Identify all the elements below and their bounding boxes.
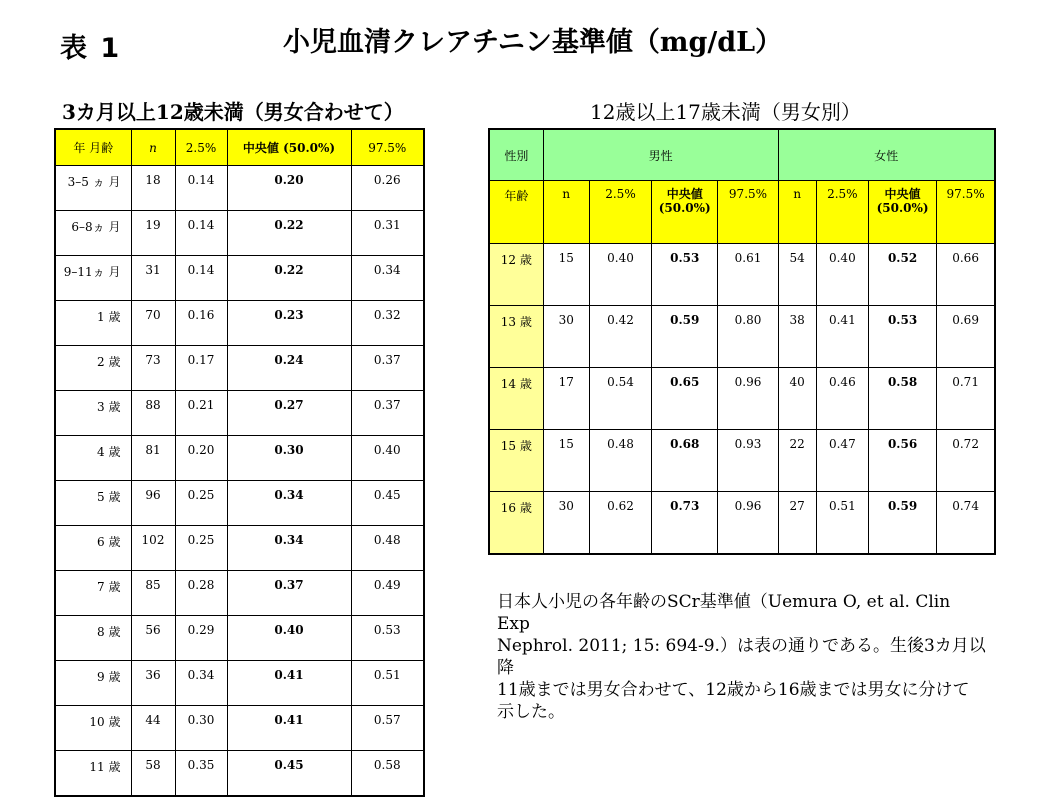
table-row <box>55 211 424 256</box>
male-p97-5-cell: 0.93 <box>718 430 778 492</box>
female-median-cell: 0.59 <box>868 492 936 555</box>
n-cell: 56 <box>131 616 175 661</box>
female-p97-5-cell: 0.66 <box>937 244 995 306</box>
n-cell: 18 <box>131 166 175 211</box>
table-row <box>55 436 424 481</box>
male-n-cell: 15 <box>543 244 589 306</box>
sex-header-row <box>489 129 995 181</box>
table-row <box>55 751 424 797</box>
col-header-age: 年 月齢 <box>55 129 131 166</box>
median-cell: 0.27 <box>227 391 351 436</box>
n-cell: 31 <box>131 256 175 301</box>
median-cell: 0.34 <box>227 481 351 526</box>
n-cell: 44 <box>131 706 175 751</box>
sex-specific-reference-table <box>488 128 996 555</box>
female-p97-5-cell: 0.71 <box>937 368 995 430</box>
age-cell: 6 歳 <box>55 526 131 571</box>
female-col-header-median <box>868 181 936 244</box>
male-median-cell: 0.68 <box>652 430 718 492</box>
female-median-cell: 0.53 <box>868 306 936 368</box>
female-n-cell: 54 <box>778 244 816 306</box>
p97-5-cell: 0.37 <box>351 346 424 391</box>
table-row <box>55 301 424 346</box>
p2-5-cell: 0.14 <box>175 166 227 211</box>
median-cell: 0.24 <box>227 346 351 391</box>
right-table-heading: 12歳以上17歳未満（男女別） <box>590 100 861 124</box>
p2-5-cell: 0.29 <box>175 616 227 661</box>
median-cell: 0.23 <box>227 301 351 346</box>
p97-5-cell: 0.31 <box>351 211 424 256</box>
n-cell: 73 <box>131 346 175 391</box>
combined-reference-table <box>54 128 425 797</box>
male-p2-5-cell: 0.48 <box>589 430 651 492</box>
median-percent-label: (50.0%) <box>658 201 711 215</box>
female-p97-5-cell: 0.72 <box>937 430 995 492</box>
female-p2-5-cell: 0.51 <box>816 492 868 555</box>
age-cell: 3–5 ヵ 月 <box>55 166 131 211</box>
p2-5-cell: 0.25 <box>175 481 227 526</box>
table-label: 表 1 <box>60 33 122 64</box>
n-cell: 102 <box>131 526 175 571</box>
median-label: 中央値 <box>666 187 703 201</box>
male-p2-5-cell: 0.40 <box>589 244 651 306</box>
male-n-cell: 30 <box>543 306 589 368</box>
male-n-cell: 30 <box>543 492 589 555</box>
median-cell: 0.22 <box>227 256 351 301</box>
table-row <box>489 244 995 306</box>
age-cell: 11 歳 <box>55 751 131 797</box>
table-row <box>489 430 995 492</box>
female-p2-5-cell: 0.47 <box>816 430 868 492</box>
age-cell: 1 歳 <box>55 301 131 346</box>
p97-5-cell: 0.37 <box>351 391 424 436</box>
female-median-cell: 0.56 <box>868 430 936 492</box>
p97-5-cell: 0.58 <box>351 751 424 797</box>
male-group-header: 男性 <box>543 129 778 181</box>
n-cell: 36 <box>131 661 175 706</box>
p97-5-cell: 0.51 <box>351 661 424 706</box>
female-median-cell: 0.52 <box>868 244 936 306</box>
age-cell: 3 歳 <box>55 391 131 436</box>
female-n-cell: 40 <box>778 368 816 430</box>
median-percent-label: (50.0%) <box>876 201 929 215</box>
age-cell: 4 歳 <box>55 436 131 481</box>
male-p2-5-cell: 0.54 <box>589 368 651 430</box>
age-cell: 2 歳 <box>55 346 131 391</box>
female-n-cell: 27 <box>778 492 816 555</box>
male-median-cell: 0.53 <box>652 244 718 306</box>
male-p97-5-cell: 0.96 <box>718 492 778 555</box>
male-n-cell: 15 <box>543 430 589 492</box>
male-p97-5-cell: 0.61 <box>718 244 778 306</box>
p2-5-cell: 0.28 <box>175 571 227 616</box>
male-col-header-n: n <box>543 181 589 244</box>
p2-5-cell: 0.30 <box>175 706 227 751</box>
median-cell: 0.20 <box>227 166 351 211</box>
age-cell: 6–8ヵ 月 <box>55 211 131 256</box>
note-line: 11歳までは男女合わせて、12歳から16歳までは男女に分けて <box>497 680 970 700</box>
note-line: 示した。 <box>497 702 565 722</box>
p97-5-cell: 0.32 <box>351 301 424 346</box>
age-cell: 14 歳 <box>489 368 543 430</box>
age-cell: 16 歳 <box>489 492 543 555</box>
male-p97-5-cell: 0.96 <box>718 368 778 430</box>
male-col-header-p2-5: 2.5% <box>589 181 651 244</box>
sex-label: 性別 <box>489 129 543 181</box>
table-row <box>55 256 424 301</box>
female-p97-5-cell: 0.69 <box>937 306 995 368</box>
age-cell: 7 歳 <box>55 571 131 616</box>
age-cell: 9–11ヵ 月 <box>55 256 131 301</box>
median-cell: 0.41 <box>227 706 351 751</box>
female-n-cell: 22 <box>778 430 816 492</box>
n-cell: 70 <box>131 301 175 346</box>
note-line: Nephrol. 2011; 15: 694-9.）は表の通りである。生後3カ月以降 <box>497 636 986 678</box>
table-row <box>55 391 424 436</box>
n-cell: 81 <box>131 436 175 481</box>
p97-5-cell: 0.48 <box>351 526 424 571</box>
n-cell: 85 <box>131 571 175 616</box>
n-cell: 88 <box>131 391 175 436</box>
p2-5-cell: 0.14 <box>175 211 227 256</box>
table-row <box>55 346 424 391</box>
female-col-header-n: n <box>778 181 816 244</box>
median-cell: 0.34 <box>227 526 351 571</box>
left-header-row <box>55 129 424 166</box>
p2-5-cell: 0.20 <box>175 436 227 481</box>
female-group-header: 女性 <box>778 129 995 181</box>
p2-5-cell: 0.21 <box>175 391 227 436</box>
female-n-cell: 38 <box>778 306 816 368</box>
p2-5-cell: 0.25 <box>175 526 227 571</box>
table-row <box>489 306 995 368</box>
female-p97-5-cell: 0.74 <box>937 492 995 555</box>
n-cell: 58 <box>131 751 175 797</box>
page-title: 小児血清クレアチニン基準値（mg/dL） <box>283 27 783 58</box>
col-header-p2-5: 2.5% <box>175 129 227 166</box>
p2-5-cell: 0.35 <box>175 751 227 797</box>
age-cell: 9 歳 <box>55 661 131 706</box>
table-row <box>55 481 424 526</box>
median-cell: 0.40 <box>227 616 351 661</box>
male-median-cell: 0.73 <box>652 492 718 555</box>
median-cell: 0.30 <box>227 436 351 481</box>
male-p2-5-cell: 0.62 <box>589 492 651 555</box>
p2-5-cell: 0.14 <box>175 256 227 301</box>
median-cell: 0.45 <box>227 751 351 797</box>
male-n-cell: 17 <box>543 368 589 430</box>
female-p2-5-cell: 0.46 <box>816 368 868 430</box>
female-col-header-p2-5: 2.5% <box>816 181 868 244</box>
p97-5-cell: 0.53 <box>351 616 424 661</box>
table-row <box>55 166 424 211</box>
median-cell: 0.22 <box>227 211 351 256</box>
age-cell: 5 歳 <box>55 481 131 526</box>
table-row <box>55 706 424 751</box>
table-row <box>55 661 424 706</box>
table-row <box>489 368 995 430</box>
female-col-header-p97-5: 97.5% <box>937 181 995 244</box>
male-p2-5-cell: 0.42 <box>589 306 651 368</box>
p97-5-cell: 0.34 <box>351 256 424 301</box>
right-header-row <box>489 181 995 244</box>
p97-5-cell: 0.26 <box>351 166 424 211</box>
male-col-header-median <box>652 181 718 244</box>
n-cell: 19 <box>131 211 175 256</box>
col-header-median: 中央値 (50.0%) <box>227 129 351 166</box>
female-p2-5-cell: 0.40 <box>816 244 868 306</box>
p2-5-cell: 0.34 <box>175 661 227 706</box>
table-row <box>55 571 424 616</box>
col-header-age: 年齢 <box>489 181 543 244</box>
left-table-heading: 3カ月以上12歳未満（男女合わせて） <box>62 100 404 124</box>
col-header-n: n <box>131 129 175 166</box>
table-row <box>55 526 424 571</box>
note-line: 日本人小児の各年齢のSCr基準値（Uemura O, et al. Clin Exp <box>497 592 951 634</box>
n-cell: 96 <box>131 481 175 526</box>
table-row <box>489 492 995 555</box>
p97-5-cell: 0.40 <box>351 436 424 481</box>
age-cell: 15 歳 <box>489 430 543 492</box>
age-cell: 8 歳 <box>55 616 131 661</box>
explanatory-note <box>497 591 987 723</box>
p2-5-cell: 0.17 <box>175 346 227 391</box>
median-cell: 0.37 <box>227 571 351 616</box>
female-p2-5-cell: 0.41 <box>816 306 868 368</box>
age-cell: 10 歳 <box>55 706 131 751</box>
table-row <box>55 616 424 661</box>
p97-5-cell: 0.49 <box>351 571 424 616</box>
p2-5-cell: 0.16 <box>175 301 227 346</box>
male-median-cell: 0.59 <box>652 306 718 368</box>
male-p97-5-cell: 0.80 <box>718 306 778 368</box>
p97-5-cell: 0.45 <box>351 481 424 526</box>
age-cell: 13 歳 <box>489 306 543 368</box>
p97-5-cell: 0.57 <box>351 706 424 751</box>
median-cell: 0.41 <box>227 661 351 706</box>
male-median-cell: 0.65 <box>652 368 718 430</box>
col-header-p97-5: 97.5% <box>351 129 424 166</box>
male-col-header-p97-5: 97.5% <box>718 181 778 244</box>
median-label: 中央値 <box>884 187 921 201</box>
female-median-cell: 0.58 <box>868 368 936 430</box>
age-cell: 12 歳 <box>489 244 543 306</box>
